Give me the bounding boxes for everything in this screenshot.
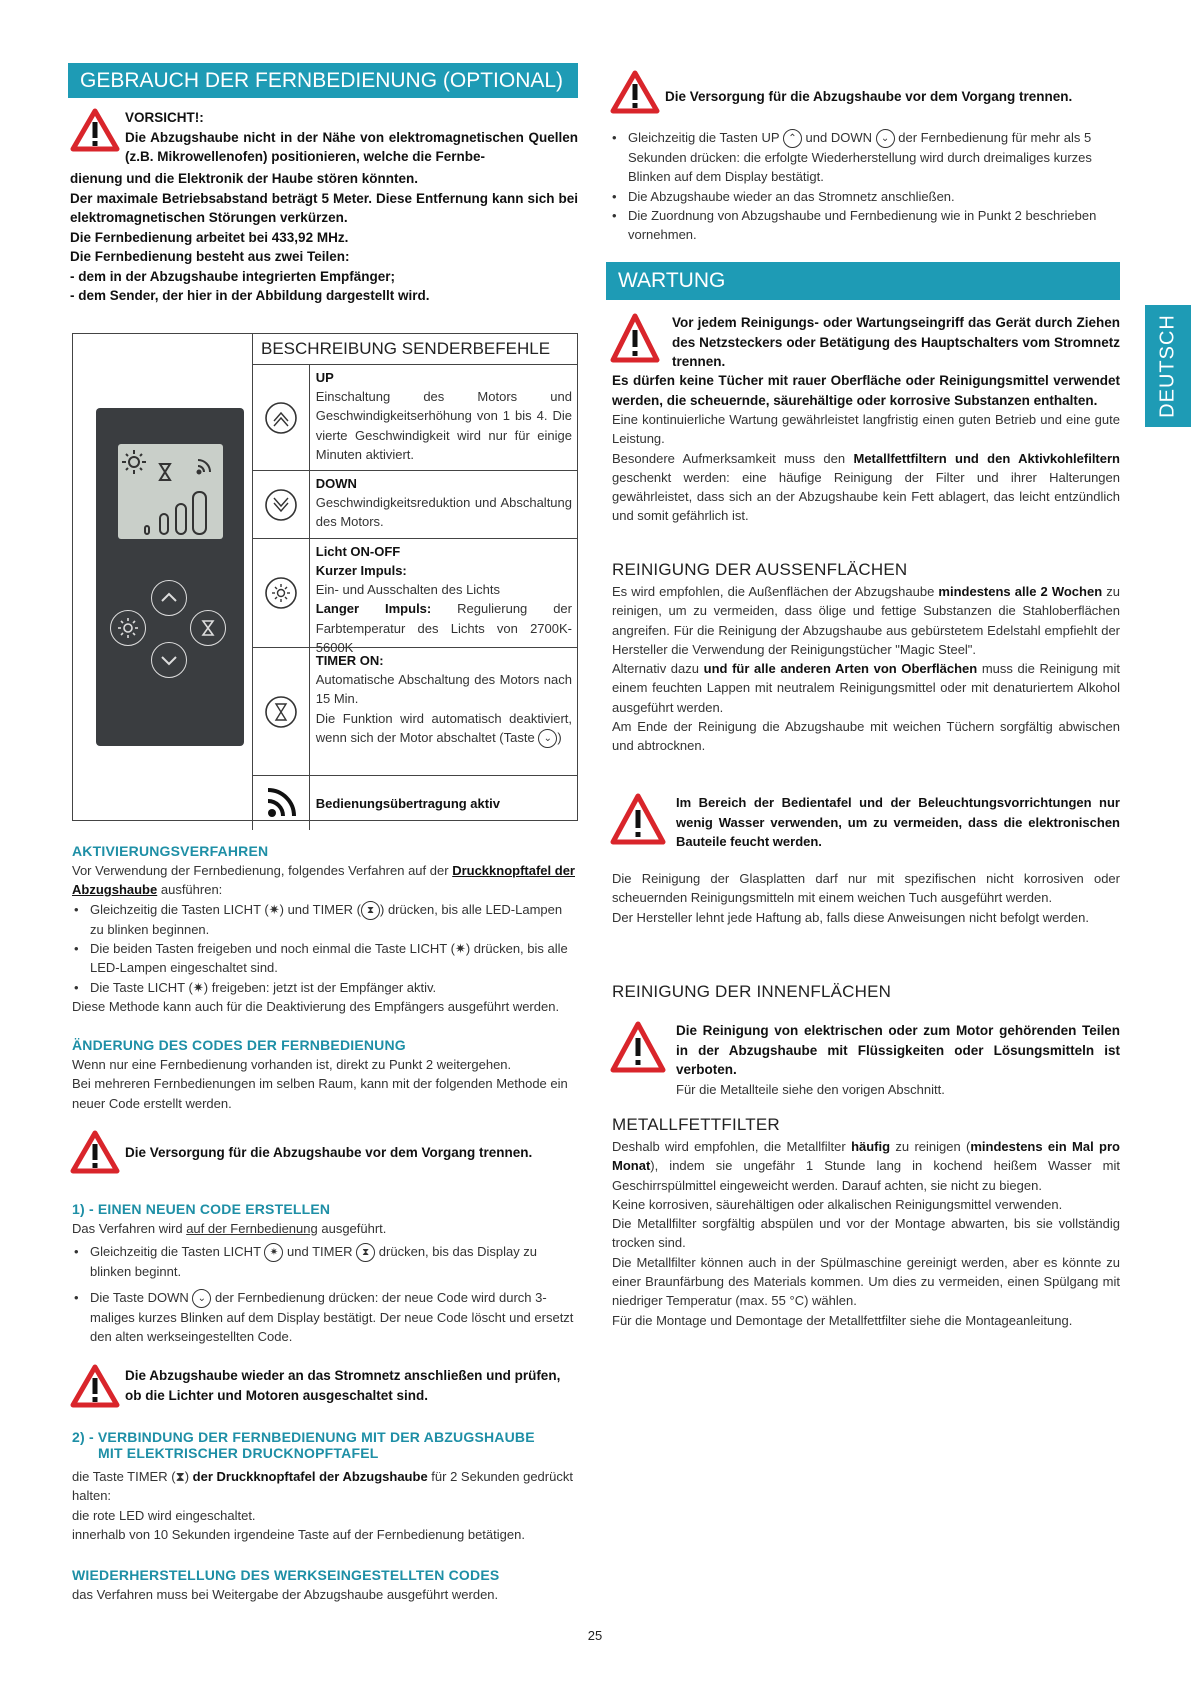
- light-small-icon: ✷: [264, 1243, 283, 1262]
- filter-section: METALLFETTFILTER Deshalb wird empfohlen, die Metallfilter häufig zu reinigen (mindestens ein Mal pro Monat), indem sie ungefähr 1 Stunde lang in kochend heißem Wasser mit Geschirrspülmittel eingeweicht werden. Darauf achten, sie nicht zu biegen. Keine korrosiven, säurehältigen oder alkalischen Reinigungsmittel verwenden. Die Metallfilter sorgfältig abspülen und vor der Montage abwarten, bis sie vollständig trocken sind. Die Metallfilter können auch in der Spülmaschine gereinigt werden, aber es könnte zu einer Braunfärbung des Materials kommen. Um dies zu vermeiden, einen Spülgang mit niedriger Temperatur (max. 55 °C) wählen. Für die Montage und Demontage der Metallfettfilter siehe die Montageanleitung.: [612, 1115, 1120, 1330]
- warning-text: Die Versorgung für die Abzugshaube vor dem Vorgang trennen.: [665, 89, 1073, 104]
- command-text-end: ): [557, 729, 562, 745]
- paragraph: die rote LED wird eingeschaltet.: [72, 1507, 256, 1523]
- aussen-heading: REINIGUNG DER AUSSENFLÄCHEN: [612, 560, 908, 579]
- warning-text: Im Bereich der Bedientafel und der Beleuchtungsvorrichtungen nur wenig Wasser verwenden, um zu vermeiden, dass die elektronischen Bauteile feucht werden.: [676, 795, 1120, 849]
- command-row-down: [252, 471, 578, 539]
- paragraph: Die Metallfilter können auch in der Spülmaschine gereinigt werden, aber es könnte zu einer Braunfärbung des Materials kommen. Um dies zu vermeiden, einen Spülgang mit niedriger Temperatur (max. 55 °C) wählen.: [612, 1254, 1120, 1309]
- innen-warning: [610, 1021, 1120, 1099]
- remote-timer-button[interactable]: [190, 610, 226, 646]
- remote-light-button[interactable]: [110, 610, 146, 646]
- transmission-icon: [263, 785, 299, 821]
- activation-heading: AKTIVIERUNGSVERFAHREN: [72, 843, 269, 859]
- command-subtitle: Kurzer Impuls:: [315, 563, 407, 578]
- warning-text: Die Reinigung von elektrischen oder zum Motor gehörenden Teilen in der Abzugshaube mit Flüssigkeiten oder Lösungsmitteln ist verboten.: [676, 1023, 1120, 1077]
- connect-heading-cont: MIT ELEKTRISCHER DRUCKNOPFTAFEL: [98, 1445, 379, 1461]
- command-rows: [252, 365, 578, 830]
- caution-line: Die Fernbedienung arbeitet bei 433,92 MHz.: [70, 229, 349, 245]
- warning-text: Die Versorgung für die Abzugshaube vor dem Vorgang trennen.: [125, 1145, 533, 1160]
- aussen-section: REINIGUNG DER AUSSENFLÄCHEN Es wird empfohlen, die Außenflächen der Abzugshaube mindestens alle 2 Wochen zu reinigen, um zu vermeiden, dass ölige und fettige Substanzen die Stahloberflächen angreifen. Für die Reinigung der Abzugshaube aus gebürstetem Edelstahl empfiehlt der Hersteller die Verwendung der Reinigungstücher "Magic Steel". Alternativ dazu und für alle anderen Arten von Oberflächen muss die Reinigung mit einem feuchten Lappen mit neutralem Reinigungsmittel oder mit denaturiertem Alkohol ausgeführt werden. Am Ende der Reinigung die Abzugshaube mit weichen Tüchern sorgfältig abwischen und abtrocknen.: [612, 560, 1120, 756]
- caution-block: [70, 108, 578, 167]
- table-title: BESCHREIBUNG SENDERBEFEHLE: [252, 333, 578, 365]
- warning-icon: [610, 1021, 666, 1073]
- remote-up-button[interactable]: [151, 580, 187, 616]
- warning-icon: [70, 108, 120, 152]
- bulb-icon: ✷: [268, 901, 280, 917]
- timer-icon: [264, 695, 298, 729]
- command-text: Automatische Abschaltung des Motors nach 15 Min.: [315, 672, 572, 707]
- activation-intro-end: ausführen:: [160, 882, 223, 898]
- caution-details: [70, 169, 578, 306]
- warning-text: Vor jedem Reinigungs- oder Wartungseingriff das Gerät durch Ziehen des Netzsteckers oder Betätigung des Hauptschalters vom Stromnetz trennen.: [672, 315, 1120, 369]
- command-text: Regulierung der Farbtemperatur des Lichts von 2700K-5600K: [315, 601, 572, 655]
- section-banner-wartung: WARTUNG: [606, 262, 1120, 300]
- down-small-icon: ⌄: [192, 1289, 211, 1308]
- wartung-text: Es dürfen keine Tücher mit rauer Oberfläche oder Reinigungsmittel verwendet werden, die scheuernde, säurehältige oder korrosive Substanzen enthalten. Eine kontinuierliche Wartung gewährleistet langfristig einen guten Betrieb und eine gute Leistung. Besondere Aufmerksamkeit muss den Metallfettfiltern und den Aktivkohlefiltern geschenkt werden: eine häufige Reinigung der Filter und ihrer Halterungen gewährleistet, dass sich an der Abzugshaube kein Fett ablagert, das leicht entzündlich und somit gefährlich ist.: [612, 373, 1120, 524]
- caution-text: Die Abzugshaube nicht in der Nähe von elektromagnetischen Quellen (z.B. Mikrowellenofen) positionieren, welche die Fernbe-: [125, 129, 578, 164]
- activation-intro-bold: Druckknopftafel der Abzugshaube: [72, 863, 575, 898]
- timer-small-icon: ⧗: [175, 1469, 185, 1484]
- command-subtitle: Langer Impuls:: [315, 601, 432, 617]
- aussen-glass: [612, 869, 1120, 927]
- paragraph: Für die Montage und Demontage der Metallfettfilter siehe die Montageanleitung.: [612, 1312, 1073, 1328]
- warning-icon: [610, 793, 666, 845]
- command-text: Die Funktion wird automatisch deaktiviert, wenn sich der Motor abschaltet (Taste: [315, 710, 572, 745]
- connect-section: 2) - VERBINDUNG DER FERNBEDIENUNG MIT DER ABZUGSHAUBE MIT ELEKTRISCHER DRUCKNOPFTAFEL die Taste TIMER (⧗) der Druckknopftafel der Abzugshaube für 2 Sekunden gedrückt halten: die rote LED wird eingeschaltet. innerhalb von 10 Sekunden irgendeine Taste auf der Fernbedienung betätigen.: [72, 1429, 578, 1544]
- paragraph: Wenn nur eine Fernbedienung vorhanden ist, direkt zu Punkt 2 weitergehen.: [72, 1057, 512, 1072]
- list-item: • Die Taste DOWN ⌄ der Fernbedienung drücken: der neue Code wird durch 3-maliges kurzes Blinken auf dem Display bestätigt. Der neue Code löscht und ersetzt den alten werkseingestellten Code.: [90, 1288, 578, 1347]
- list-item: • Die Zuordnung von Abzugshaube und Fernbedienung wie in Punkt 2 beschrieben vornehmen.: [628, 206, 1120, 245]
- timer-small-icon: ⧗: [361, 901, 380, 920]
- warning-text: Die Abzugshaube wieder an das Stromnetz anschließen und prüfen, ob die Lichter und Motoren ausgeschaltet sind.: [125, 1368, 561, 1403]
- paragraph: innerhalb von 10 Sekunden irgendeine Taste auf der Fernbedienung betätigen.: [72, 1526, 525, 1542]
- command-row-light: [252, 539, 578, 655]
- command-title: Licht ON-OFF: [315, 544, 401, 559]
- paragraph: Am Ende der Reinigung die Abzugshaube mit weichen Tüchern sorgfältig abwischen und abtrocknen.: [612, 719, 1120, 754]
- down-chevron-icon: [264, 488, 298, 522]
- bulb-icon: ✷: [454, 940, 466, 956]
- remote-down-button[interactable]: [151, 642, 187, 678]
- timer-small-icon: ⧗: [356, 1243, 375, 1262]
- command-row-up: [252, 365, 578, 471]
- activation-section: [72, 843, 578, 1016]
- command-title: DOWN: [315, 476, 357, 491]
- filter-heading: METALLFETTFILTER: [612, 1115, 780, 1134]
- new-code-section: 1) - EINEN NEUEN CODE ERSTELLEN Das Verfahren wird auf der Fernbedienung ausgeführt. • Gleichzeitig die Tasten LICHT ✷ und TIMER ⧗ drücken, bis das Display zu blinken beginnt. • Die Taste DOWN ⌄ der Fernbedienung drücken: der neue Code wird durch 3-maliges kurzes Blinken auf dem Display bestätigt. Der neue Code löscht und ersetzt den alten werkseingestellten Code.: [72, 1201, 578, 1346]
- caution-line: - dem in der Abzugshaube integrierten Empfänger;: [70, 268, 396, 284]
- restore-steps: [610, 128, 1120, 245]
- paragraph: Bei mehreren Fernbedienungen im selben Raum, kann mit der folgenden Methode ein neuer Code erstellt werden.: [72, 1076, 568, 1111]
- list-item: • Die Abzugshaube wieder an das Stromnetz anschließen.: [628, 187, 1120, 206]
- code-change-heading: ÄNDERUNG DES CODES DER FERNBEDIENUNG: [72, 1037, 406, 1053]
- wartung-warning: [610, 313, 1120, 372]
- top-warning: [610, 70, 1120, 114]
- caution-title: VORSICHT!:: [125, 110, 204, 125]
- innen-section: [612, 982, 1120, 1002]
- paragraph: Keine korrosiven, säurehältigen oder alkalischen Reinigungsmittel verwenden.: [612, 1196, 1063, 1212]
- command-title: Bedienungsübertragung aktiv: [315, 795, 500, 811]
- list-item: • Gleichzeitig die Tasten LICHT ✷ und TIMER ⧗ drücken, bis das Display zu blinken beginnt.: [90, 1242, 578, 1281]
- paragraph: Der Hersteller lehnt jede Haftung ab, falls diese Anweisungen nicht befolgt werden.: [612, 909, 1089, 925]
- list-item: • Die beiden Tasten freigeben und noch einmal die Taste LICHT (✷) drücken, bis alle LED-Lampen eingeschaltet sind.: [90, 939, 578, 978]
- warning-icon: [70, 1130, 120, 1174]
- paragraph: das Verfahren muss bei Weitergabe der Abzugshaube ausgeführt werden.: [72, 1587, 499, 1602]
- code-change-section: [72, 1037, 578, 1113]
- code-change-warning: [70, 1130, 576, 1174]
- language-side-tab: [1145, 305, 1191, 427]
- warning-icon: [70, 1364, 120, 1408]
- innen-heading: REINIGUNG DER INNENFLÄCHEN: [612, 982, 892, 1001]
- caution-line: Der maximale Betriebsabstand beträgt 5 Meter. Diese Entfernung kann sich bei elektromagnetischen Störungen verkürzen.: [70, 190, 578, 225]
- down-small-icon: ⌄: [876, 129, 895, 148]
- down-small-icon: ⌄: [538, 729, 557, 748]
- section-banner-remote: GEBRAUCH DER FERNBEDIENUNG (OPTIONAL): [68, 63, 578, 98]
- new-code-heading: 1) - EINEN NEUEN CODE ERSTELLEN: [72, 1201, 331, 1217]
- caution-line: - dem Sender, der hier in der Abbildung dargestellt wird.: [70, 288, 430, 303]
- up-chevron-icon: [264, 401, 298, 435]
- list-item: • Die Taste LICHT (✷) freigeben: jetzt ist der Empfänger aktiv.: [90, 978, 578, 997]
- command-text: Ein- und Ausschalten des Lichts: [315, 582, 501, 597]
- command-row-transmission: [252, 776, 578, 830]
- paragraph: Für die Metallteile siehe den vorigen Abschnitt.: [676, 1081, 945, 1097]
- new-code-warning: [70, 1364, 578, 1408]
- warning-icon: [610, 70, 660, 114]
- remote-control-image: [96, 408, 244, 746]
- caution-line: Die Fernbedienung besteht aus zwei Teilen:: [70, 249, 350, 264]
- activation-outro: Diese Methode kann auch für die Deaktivierung des Empfängers ausgeführt werden.: [72, 998, 560, 1014]
- remote-display: [118, 444, 223, 539]
- paragraph: Die Reinigung der Glasplatten darf nur mit spezifischen nicht korrosiven oder scheuernden Reinigungsmitteln mit einem weichen Tuch ausgeführt werden.: [612, 871, 1120, 906]
- factory-section: [72, 1567, 578, 1604]
- command-text: Geschwindigkeitsreduktion und Abschaltung des Motors.: [315, 495, 572, 530]
- caution-text-cont: dienung und die Elektronik der Haube stören könnten.: [70, 171, 419, 186]
- command-title: UP: [315, 370, 334, 385]
- activation-intro: Vor Verwendung der Fernbedienung, folgendes Verfahren auf der: [72, 863, 449, 878]
- bulb-icon: ✷: [192, 979, 204, 995]
- command-title: TIMER ON:: [315, 653, 384, 668]
- language-label: DEUTSCH: [1156, 314, 1179, 418]
- command-text: Einschaltung des Motors und Geschwindigkeitserhöhung von 1 bis 4. Die vierte Geschwindigkeit wird nur für einige Minuten aktiviert.: [315, 389, 572, 462]
- paragraph: Die Metallfilter sorgfältig abspülen und vor der Montage abwarten, bis sie vollständig trocken sind.: [612, 1216, 1120, 1251]
- page-number: 25: [587, 1628, 603, 1643]
- aussen-warning: [610, 793, 1120, 852]
- paragraph: Eine kontinuierliche Wartung gewährleistet langfristig einen guten Betrieb und eine gute Leistung.: [612, 412, 1120, 447]
- connect-heading: 2) - VERBINDUNG DER FERNBEDIENUNG MIT DER ABZUGSHAUBE: [72, 1429, 535, 1445]
- list-item: • Gleichzeitig die Tasten UP ⌃ und DOWN ⌄ der Fernbedienung für mehr als 5 Sekunden drücken: die erfolgte Wiederherstellung wird durch dreimaliges kurzes Blinken auf dem Display bestätigt.: [628, 128, 1120, 187]
- warning-text: Es dürfen keine Tücher mit rauer Oberfläche oder Reinigungsmittel verwendet werden, die scheuernde, säurehältige oder korrosive Substanzen enthalten.: [612, 373, 1120, 408]
- up-small-icon: ⌃: [783, 129, 802, 148]
- warning-icon: [610, 313, 660, 363]
- factory-heading: WIEDERHERSTELLUNG DES WERKSEINGESTELLTEN CODES: [72, 1567, 500, 1583]
- command-row-timer: [252, 648, 578, 776]
- light-icon: [264, 576, 298, 610]
- list-item: • Gleichzeitig die Tasten LICHT (✷) und TIMER ( ⧗ ) drücken, bis alle LED-Lampen zu blinken beginnen.: [90, 900, 578, 939]
